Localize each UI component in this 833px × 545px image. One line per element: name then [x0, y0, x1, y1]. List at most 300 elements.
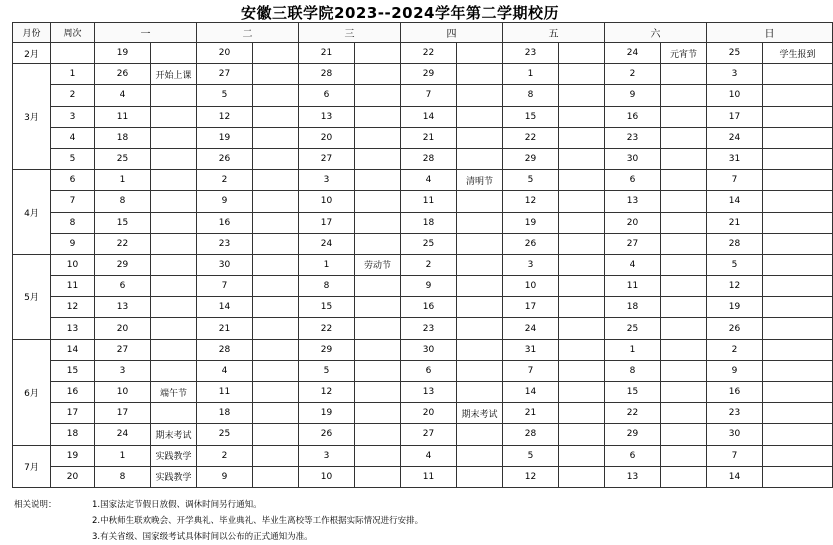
day-event-note [355, 424, 401, 445]
day-date: 9 [605, 85, 661, 106]
day-date: 28 [299, 64, 355, 85]
day-event-note [151, 360, 197, 381]
day-date: 26 [95, 64, 151, 85]
day-event-note: 劳动节 [355, 254, 401, 275]
day-event-note [559, 106, 605, 127]
day-event-note [457, 191, 503, 212]
day-event-note [457, 64, 503, 85]
calendar-table [12, 22, 833, 488]
day-event-note [661, 106, 707, 127]
day-date: 25 [197, 424, 253, 445]
day-event-note [151, 148, 197, 169]
day-date: 27 [605, 233, 661, 254]
day-date: 21 [707, 212, 763, 233]
header-saturday: 六 [605, 23, 707, 43]
note-item: 2.中秋师生联欢晚会、开学典礼、毕业典礼、毕业生离校等工作根据实际情况进行安排。 [92, 516, 424, 526]
day-event-note [661, 424, 707, 445]
day-event-note [355, 212, 401, 233]
day-event-note [763, 424, 833, 445]
day-event-note [661, 339, 707, 360]
day-date: 30 [707, 424, 763, 445]
day-date: 10 [95, 382, 151, 403]
week-number: 18 [51, 424, 95, 445]
week-number: 11 [51, 276, 95, 297]
day-date: 8 [503, 85, 559, 106]
day-event-note [661, 318, 707, 339]
day-date: 25 [605, 318, 661, 339]
day-event-note [559, 191, 605, 212]
day-date: 2 [605, 64, 661, 85]
week-number: 12 [51, 297, 95, 318]
day-event-note [763, 254, 833, 275]
day-date: 9 [197, 466, 253, 487]
day-date: 14 [707, 191, 763, 212]
day-date: 24 [503, 318, 559, 339]
day-date: 19 [197, 127, 253, 148]
day-event-note [457, 254, 503, 275]
day-event-note: 开始上课 [151, 64, 197, 85]
day-event-note [355, 276, 401, 297]
day-date: 15 [503, 106, 559, 127]
day-date: 23 [197, 233, 253, 254]
day-date: 19 [95, 43, 151, 64]
week-number: 13 [51, 318, 95, 339]
day-date: 25 [707, 43, 763, 64]
day-event-note [253, 466, 299, 487]
month-label: 2月 [13, 43, 51, 64]
week-number: 4 [51, 127, 95, 148]
week-row [13, 466, 833, 487]
week-number: 10 [51, 254, 95, 275]
day-event-note [151, 318, 197, 339]
day-date: 16 [197, 212, 253, 233]
month-label: 4月 [13, 170, 51, 255]
month-label: 5月 [13, 254, 51, 339]
day-date: 4 [197, 360, 253, 381]
day-date: 15 [605, 382, 661, 403]
note-item: 1.国家法定节假日放假、调休时间另行通知。 [92, 500, 262, 510]
day-date: 31 [707, 148, 763, 169]
day-event-note [355, 106, 401, 127]
day-event-note [763, 360, 833, 381]
month-label: 3月 [13, 64, 51, 170]
day-event-note [253, 318, 299, 339]
day-date: 4 [95, 85, 151, 106]
day-event-note [253, 382, 299, 403]
header-tuesday: 二 [197, 23, 299, 43]
day-date: 13 [605, 191, 661, 212]
day-event-note: 端午节 [151, 382, 197, 403]
day-event-note [559, 318, 605, 339]
day-date: 28 [503, 424, 559, 445]
day-event-note [763, 85, 833, 106]
day-event-note [763, 318, 833, 339]
week-row [13, 403, 833, 424]
day-event-note [355, 233, 401, 254]
week-number: 20 [51, 466, 95, 487]
week-number: 2 [51, 85, 95, 106]
day-date: 26 [707, 318, 763, 339]
day-date: 11 [95, 106, 151, 127]
day-date: 10 [299, 466, 355, 487]
day-event-note [559, 382, 605, 403]
day-event-note [355, 297, 401, 318]
day-event-note [457, 466, 503, 487]
day-event-note [763, 276, 833, 297]
day-date: 11 [605, 276, 661, 297]
day-date: 1 [95, 445, 151, 466]
day-date: 12 [503, 466, 559, 487]
day-event-note [661, 127, 707, 148]
day-date: 23 [707, 403, 763, 424]
week-number: 9 [51, 233, 95, 254]
day-date: 27 [299, 148, 355, 169]
day-date: 27 [401, 424, 457, 445]
day-date: 28 [707, 233, 763, 254]
day-date: 5 [503, 170, 559, 191]
notes-label: 相关说明： [14, 500, 57, 510]
day-event-note [661, 233, 707, 254]
day-event-note [151, 191, 197, 212]
calendar-body [13, 43, 833, 488]
day-event-note [457, 106, 503, 127]
day-event-note [253, 276, 299, 297]
day-event-note [253, 64, 299, 85]
day-event-note [355, 127, 401, 148]
day-event-note [253, 254, 299, 275]
day-date: 29 [95, 254, 151, 275]
day-event-note [559, 297, 605, 318]
day-event-note [151, 212, 197, 233]
day-date: 21 [197, 318, 253, 339]
day-event-note [763, 233, 833, 254]
day-date: 21 [401, 127, 457, 148]
day-event-note [559, 43, 605, 64]
day-event-note [559, 360, 605, 381]
day-event-note [151, 254, 197, 275]
day-date: 22 [605, 403, 661, 424]
header-sunday: 日 [707, 23, 833, 43]
day-date: 6 [605, 445, 661, 466]
day-date: 8 [95, 191, 151, 212]
day-event-note [763, 191, 833, 212]
day-date: 24 [95, 424, 151, 445]
day-event-note [457, 360, 503, 381]
day-event-note: 元宵节 [661, 43, 707, 64]
day-date: 20 [401, 403, 457, 424]
day-event-note [355, 85, 401, 106]
day-event-note [559, 64, 605, 85]
day-date: 14 [401, 106, 457, 127]
day-date: 24 [605, 43, 661, 64]
day-event-note [253, 191, 299, 212]
day-event-note [253, 445, 299, 466]
header-wednesday: 三 [299, 23, 401, 43]
header-month: 月份 [13, 23, 51, 43]
week-number [51, 43, 95, 64]
header-row [13, 23, 833, 43]
day-date: 14 [707, 466, 763, 487]
day-event-note [559, 466, 605, 487]
day-date: 17 [299, 212, 355, 233]
day-event-note [661, 85, 707, 106]
week-row [13, 191, 833, 212]
week-number: 3 [51, 106, 95, 127]
day-event-note [559, 127, 605, 148]
week-row [13, 233, 833, 254]
day-event-note [763, 339, 833, 360]
day-event-note [151, 43, 197, 64]
day-event-note [457, 212, 503, 233]
day-event-note [253, 233, 299, 254]
day-date: 24 [707, 127, 763, 148]
notes-list [92, 497, 792, 545]
day-date: 13 [605, 466, 661, 487]
day-date: 31 [503, 339, 559, 360]
day-date: 7 [707, 445, 763, 466]
day-event-note [457, 276, 503, 297]
week-row [13, 148, 833, 169]
day-event-note [661, 297, 707, 318]
day-date: 8 [605, 360, 661, 381]
day-event-note [457, 148, 503, 169]
day-event-note [763, 148, 833, 169]
week-row [13, 64, 833, 85]
day-event-note: 期末考试 [151, 424, 197, 445]
day-event-note [559, 85, 605, 106]
week-number: 1 [51, 64, 95, 85]
day-event-note [559, 148, 605, 169]
day-event-note [457, 127, 503, 148]
day-event-note [457, 318, 503, 339]
day-date: 16 [401, 297, 457, 318]
day-event-note [253, 212, 299, 233]
day-event-note [253, 148, 299, 169]
day-event-note [661, 466, 707, 487]
day-date: 29 [401, 64, 457, 85]
day-date: 21 [299, 43, 355, 64]
day-event-note [253, 339, 299, 360]
day-date: 20 [605, 212, 661, 233]
day-event-note [559, 170, 605, 191]
day-date: 1 [503, 64, 559, 85]
day-event-note [253, 297, 299, 318]
day-event-note [151, 85, 197, 106]
day-event-note [661, 382, 707, 403]
week-row [13, 170, 833, 191]
week-number: 8 [51, 212, 95, 233]
day-date: 5 [299, 360, 355, 381]
day-event-note [661, 212, 707, 233]
day-event-note: 期末考试 [457, 403, 503, 424]
day-event-note [355, 360, 401, 381]
day-event-note [559, 339, 605, 360]
day-date: 22 [299, 318, 355, 339]
week-row [13, 127, 833, 148]
week-row [13, 276, 833, 297]
day-event-note [253, 106, 299, 127]
day-date: 6 [605, 170, 661, 191]
day-event-note [559, 403, 605, 424]
day-date: 18 [401, 212, 457, 233]
day-date: 5 [707, 254, 763, 275]
day-date: 13 [95, 297, 151, 318]
day-event-note [763, 466, 833, 487]
day-date: 11 [197, 382, 253, 403]
day-event-note [457, 382, 503, 403]
week-row [13, 318, 833, 339]
week-row [13, 43, 833, 64]
day-date: 3 [299, 170, 355, 191]
day-event-note: 学生报到 [763, 43, 833, 64]
day-event-note [355, 170, 401, 191]
day-event-note [559, 445, 605, 466]
day-date: 16 [605, 106, 661, 127]
day-date: 12 [503, 191, 559, 212]
day-event-note [355, 318, 401, 339]
day-event-note: 实践教学 [151, 445, 197, 466]
day-date: 28 [401, 148, 457, 169]
day-event-note: 清明节 [457, 170, 503, 191]
day-event-note [559, 424, 605, 445]
day-event-note [253, 403, 299, 424]
day-event-note [661, 276, 707, 297]
day-date: 29 [299, 339, 355, 360]
day-event-note [661, 64, 707, 85]
day-date: 8 [299, 276, 355, 297]
day-event-note [253, 170, 299, 191]
day-date: 24 [299, 233, 355, 254]
day-event-note [763, 170, 833, 191]
day-date: 13 [401, 382, 457, 403]
day-date: 10 [707, 85, 763, 106]
day-date: 1 [605, 339, 661, 360]
day-event-note [559, 254, 605, 275]
week-number: 6 [51, 170, 95, 191]
day-event-note [355, 382, 401, 403]
week-row [13, 445, 833, 466]
day-event-note [355, 339, 401, 360]
day-event-note [661, 445, 707, 466]
day-event-note [253, 85, 299, 106]
day-event-note [253, 424, 299, 445]
day-date: 23 [605, 127, 661, 148]
day-date: 2 [707, 339, 763, 360]
week-number: 5 [51, 148, 95, 169]
day-date: 20 [299, 127, 355, 148]
day-date: 9 [707, 360, 763, 381]
day-date: 23 [401, 318, 457, 339]
day-date: 28 [197, 339, 253, 360]
day-event-note [457, 445, 503, 466]
day-event-note [355, 43, 401, 64]
day-date: 14 [197, 297, 253, 318]
day-date: 26 [299, 424, 355, 445]
day-date: 3 [503, 254, 559, 275]
day-event-note [661, 148, 707, 169]
day-event-note [457, 43, 503, 64]
day-event-note [661, 254, 707, 275]
day-event-note [763, 445, 833, 466]
page-title: 安徽三联学院2023--2024学年第二学期校历 [241, 4, 559, 22]
day-date: 7 [401, 85, 457, 106]
day-date: 7 [197, 276, 253, 297]
day-date: 12 [197, 106, 253, 127]
day-event-note [151, 170, 197, 191]
day-event-note [355, 64, 401, 85]
header-monday: 一 [95, 23, 197, 43]
day-event-note [151, 276, 197, 297]
day-date: 10 [299, 191, 355, 212]
day-date: 17 [707, 106, 763, 127]
day-event-note [457, 85, 503, 106]
day-date: 9 [401, 276, 457, 297]
day-event-note [457, 424, 503, 445]
day-date: 5 [197, 85, 253, 106]
week-number: 16 [51, 382, 95, 403]
day-date: 17 [95, 403, 151, 424]
day-date: 26 [503, 233, 559, 254]
day-date: 9 [197, 191, 253, 212]
day-date: 13 [299, 106, 355, 127]
day-date: 22 [503, 127, 559, 148]
day-event-note [763, 212, 833, 233]
day-event-note [355, 445, 401, 466]
day-date: 12 [299, 382, 355, 403]
day-date: 5 [503, 445, 559, 466]
week-row [13, 339, 833, 360]
day-date: 20 [95, 318, 151, 339]
day-date: 25 [95, 148, 151, 169]
day-event-note [355, 148, 401, 169]
day-date: 19 [503, 212, 559, 233]
week-row [13, 297, 833, 318]
month-label: 6月 [13, 339, 51, 445]
day-date: 15 [299, 297, 355, 318]
day-event-note [151, 297, 197, 318]
week-number: 19 [51, 445, 95, 466]
day-event-note [559, 233, 605, 254]
day-date: 29 [605, 424, 661, 445]
day-event-note [151, 127, 197, 148]
day-date: 3 [299, 445, 355, 466]
day-date: 29 [503, 148, 559, 169]
header-week: 周次 [51, 23, 95, 43]
day-date: 17 [503, 297, 559, 318]
day-event-note [763, 106, 833, 127]
day-date: 21 [503, 403, 559, 424]
day-date: 12 [707, 276, 763, 297]
day-event-note [661, 170, 707, 191]
day-date: 16 [707, 382, 763, 403]
day-event-note [457, 297, 503, 318]
day-event-note [457, 339, 503, 360]
day-date: 15 [95, 212, 151, 233]
week-row [13, 424, 833, 445]
day-date: 23 [503, 43, 559, 64]
day-event-note [661, 191, 707, 212]
day-date: 8 [95, 466, 151, 487]
day-date: 14 [503, 382, 559, 403]
week-row [13, 85, 833, 106]
week-row [13, 360, 833, 381]
day-event-note [151, 233, 197, 254]
day-date: 20 [197, 43, 253, 64]
week-number: 17 [51, 403, 95, 424]
day-date: 19 [299, 403, 355, 424]
week-row [13, 212, 833, 233]
day-date: 3 [95, 360, 151, 381]
